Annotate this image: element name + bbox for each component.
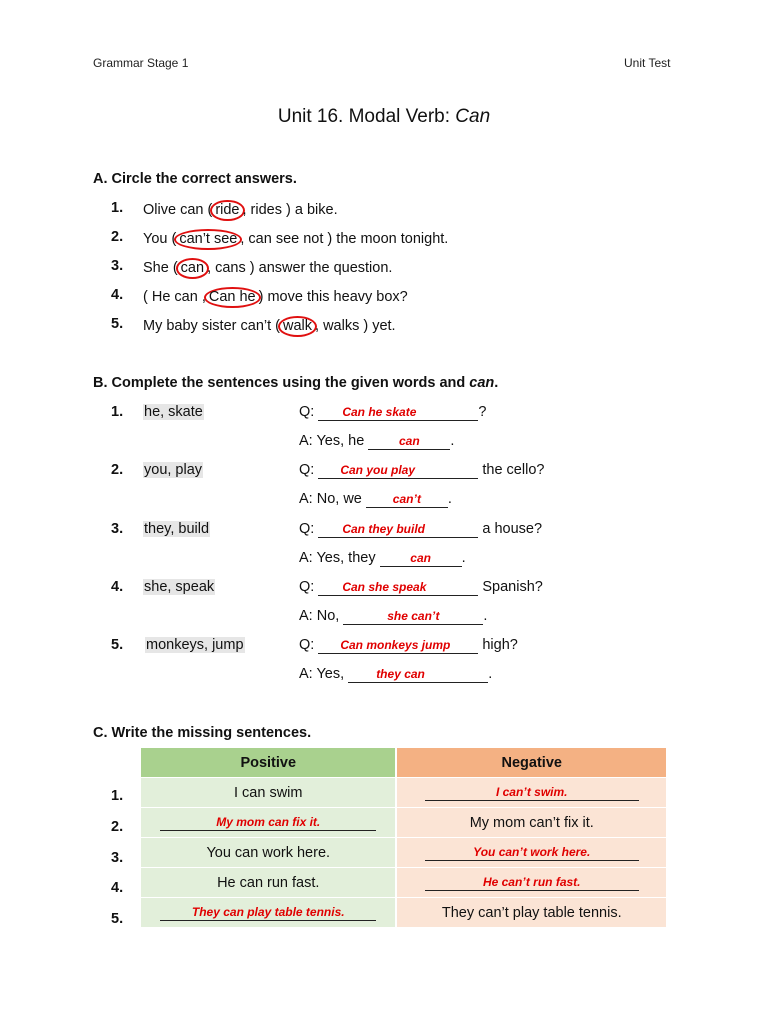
b-item-3-a-answer: can (410, 551, 431, 565)
c-row-5-positive-answer: They can play table tennis. (191, 905, 345, 919)
negative-header: Negative (397, 748, 666, 778)
b-item-1-q-pre: Q: (299, 404, 319, 420)
b-item-5-answer (299, 666, 492, 683)
a-item-1-post: , rides ) a bike. (242, 202, 338, 218)
b-item-3-a-post: . (461, 550, 466, 566)
b-item-5-q-pre: Q: (299, 637, 319, 653)
b-item-5-num: 5. (111, 637, 124, 653)
a-item-3-circled: can (176, 258, 209, 279)
a-item-1-circled: ride (210, 200, 244, 221)
b-item-4-a-pre: A: No, (299, 608, 344, 624)
sentences-table (141, 747, 666, 928)
b-item-4-a-answer: she can’t (387, 609, 440, 623)
section-a-heading: A. Circle the correct answers. (93, 171, 297, 187)
b-item-1-given: he, skate (144, 404, 203, 420)
b-item-4-q-post: Spanish? (478, 579, 543, 595)
c-row-3-positive: You can work here. (141, 838, 395, 868)
c-row-5-num: 5. (111, 911, 124, 927)
b-item-2-q-pre: Q: (299, 462, 319, 478)
a-item-4-circled: Can he (204, 287, 261, 308)
a-item-5-post: , walks ) yet. (315, 318, 396, 334)
title-italic: Can (455, 106, 491, 127)
b-item-4-question (299, 579, 543, 596)
a-item-4-post: ) move this heavy box? (258, 289, 408, 305)
c-row-5-positive-cell (141, 898, 395, 928)
b-item-4-given: she, speak (144, 579, 215, 595)
c-row-2-positive-answer: My mom can fix it. (216, 815, 321, 829)
section-b-heading (93, 375, 498, 391)
b-item-5-a-post: . (488, 666, 493, 682)
b-item-1-a-pre: A: Yes, he (299, 433, 369, 449)
b-item-2-q-answer: Can you play (340, 463, 416, 477)
section-b-heading-end: . (494, 375, 499, 391)
a-item-1-pre: Olive can ( (143, 202, 213, 218)
b-item-2-a-post: . (447, 491, 452, 507)
b-item-3-a-pre: A: Yes, they (299, 550, 380, 566)
c-row-4-negative-cell (397, 868, 666, 898)
b-item-5-q-post: high? (478, 637, 518, 653)
c-row-4-positive: He can run fast. (141, 868, 395, 898)
b-item-5-q-answer: Can monkeys jump (340, 638, 451, 652)
b-item-4-answer (299, 608, 487, 625)
a-item-3-num: 3. (111, 258, 124, 274)
b-item-3-q-pre: Q: (299, 521, 319, 537)
b-item-5-given: monkeys, jump (146, 637, 244, 653)
a-item-4 (143, 287, 408, 308)
a-item-4-num: 4. (111, 287, 124, 303)
table-row (141, 868, 666, 898)
a-item-5 (143, 316, 396, 337)
a-item-4-pre: ( He can , (143, 289, 206, 305)
c-row-3-num: 3. (111, 850, 124, 866)
table-row (141, 838, 666, 868)
c-row-5-negative: They can’t play table tennis. (397, 898, 666, 928)
b-item-3-given: they, build (144, 521, 210, 537)
b-item-2-a-answer: can’t (392, 492, 421, 506)
c-row-4-negative-answer: He can’t run fast. (482, 875, 581, 889)
b-item-1-a-post: . (450, 433, 455, 449)
a-item-2 (143, 229, 448, 250)
b-item-2-question (299, 462, 544, 479)
a-item-2-circled: can’t see (174, 229, 242, 250)
b-item-2-given: you, play (144, 462, 203, 478)
a-item-3-post: , cans ) answer the question. (207, 260, 393, 276)
b-item-3-question (299, 521, 542, 538)
b-item-3-q-post: a house? (478, 521, 543, 537)
b-item-1-q-answer: Can he skate (342, 405, 417, 419)
a-item-2-num: 2. (111, 229, 124, 245)
c-row-2-positive-cell (141, 808, 395, 838)
a-item-2-pre: You ( (143, 231, 177, 247)
b-item-4-q-answer: Can she speak (342, 580, 427, 594)
a-item-2-post: , can see not ) the moon tonight. (240, 231, 449, 247)
title-main: Unit 16. Modal Verb: (277, 106, 456, 127)
b-item-1-q-post: ? (478, 404, 487, 420)
b-item-5-question (299, 637, 518, 654)
b-item-5-a-pre: A: Yes, (299, 666, 349, 682)
b-item-2-answer (299, 491, 452, 508)
page-title (0, 106, 768, 128)
a-item-3 (143, 258, 392, 279)
b-item-2-num: 2. (111, 462, 124, 478)
a-item-3-pre: She ( (143, 260, 178, 276)
a-item-5-pre: My baby sister can’t ( (143, 318, 280, 334)
c-row-4-num: 4. (111, 880, 124, 896)
b-item-3-num: 3. (111, 521, 124, 537)
positive-header: Positive (141, 748, 395, 778)
b-item-4-q-pre: Q: (299, 579, 319, 595)
b-item-1-question (299, 404, 486, 421)
c-row-1-num: 1. (111, 788, 124, 804)
header-left: Grammar Stage 1 (93, 56, 189, 70)
b-item-2-a-pre: A: No, we (299, 491, 366, 507)
b-item-1-num: 1. (111, 404, 124, 420)
b-item-4-num: 4. (111, 579, 124, 595)
a-item-1 (143, 200, 338, 221)
b-item-1-answer (299, 433, 454, 450)
b-item-3-answer (299, 550, 466, 567)
table-row (141, 898, 666, 928)
b-item-4-a-post: . (483, 608, 488, 624)
table-row (141, 778, 666, 808)
section-b-heading-text: B. Complete the sentences using the given words and (93, 375, 470, 391)
b-item-2-q-post: the cello? (478, 462, 545, 478)
table-row (141, 808, 666, 838)
c-row-1-positive: I can swim (141, 778, 395, 808)
header-right: Unit Test (624, 56, 671, 70)
b-item-1-a-answer: can (399, 434, 420, 448)
c-row-2-num: 2. (111, 819, 124, 835)
c-row-1-negative-answer: I can’t swim. (495, 785, 568, 799)
c-row-1-negative-cell (397, 778, 666, 808)
b-item-3-q-answer: Can they build (342, 522, 426, 536)
b-item-5-a-answer: they can (376, 667, 425, 681)
a-item-5-circled: walk (278, 316, 317, 337)
c-row-3-negative-cell (397, 838, 666, 868)
section-c-heading: C. Write the missing sentences. (93, 725, 312, 741)
c-row-2-negative: My mom can’t fix it. (397, 808, 666, 838)
c-row-3-negative-answer: You can’t work here. (473, 845, 591, 859)
a-item-5-num: 5. (111, 316, 124, 332)
section-b-heading-italic: can (469, 375, 495, 391)
a-item-1-num: 1. (111, 200, 124, 216)
